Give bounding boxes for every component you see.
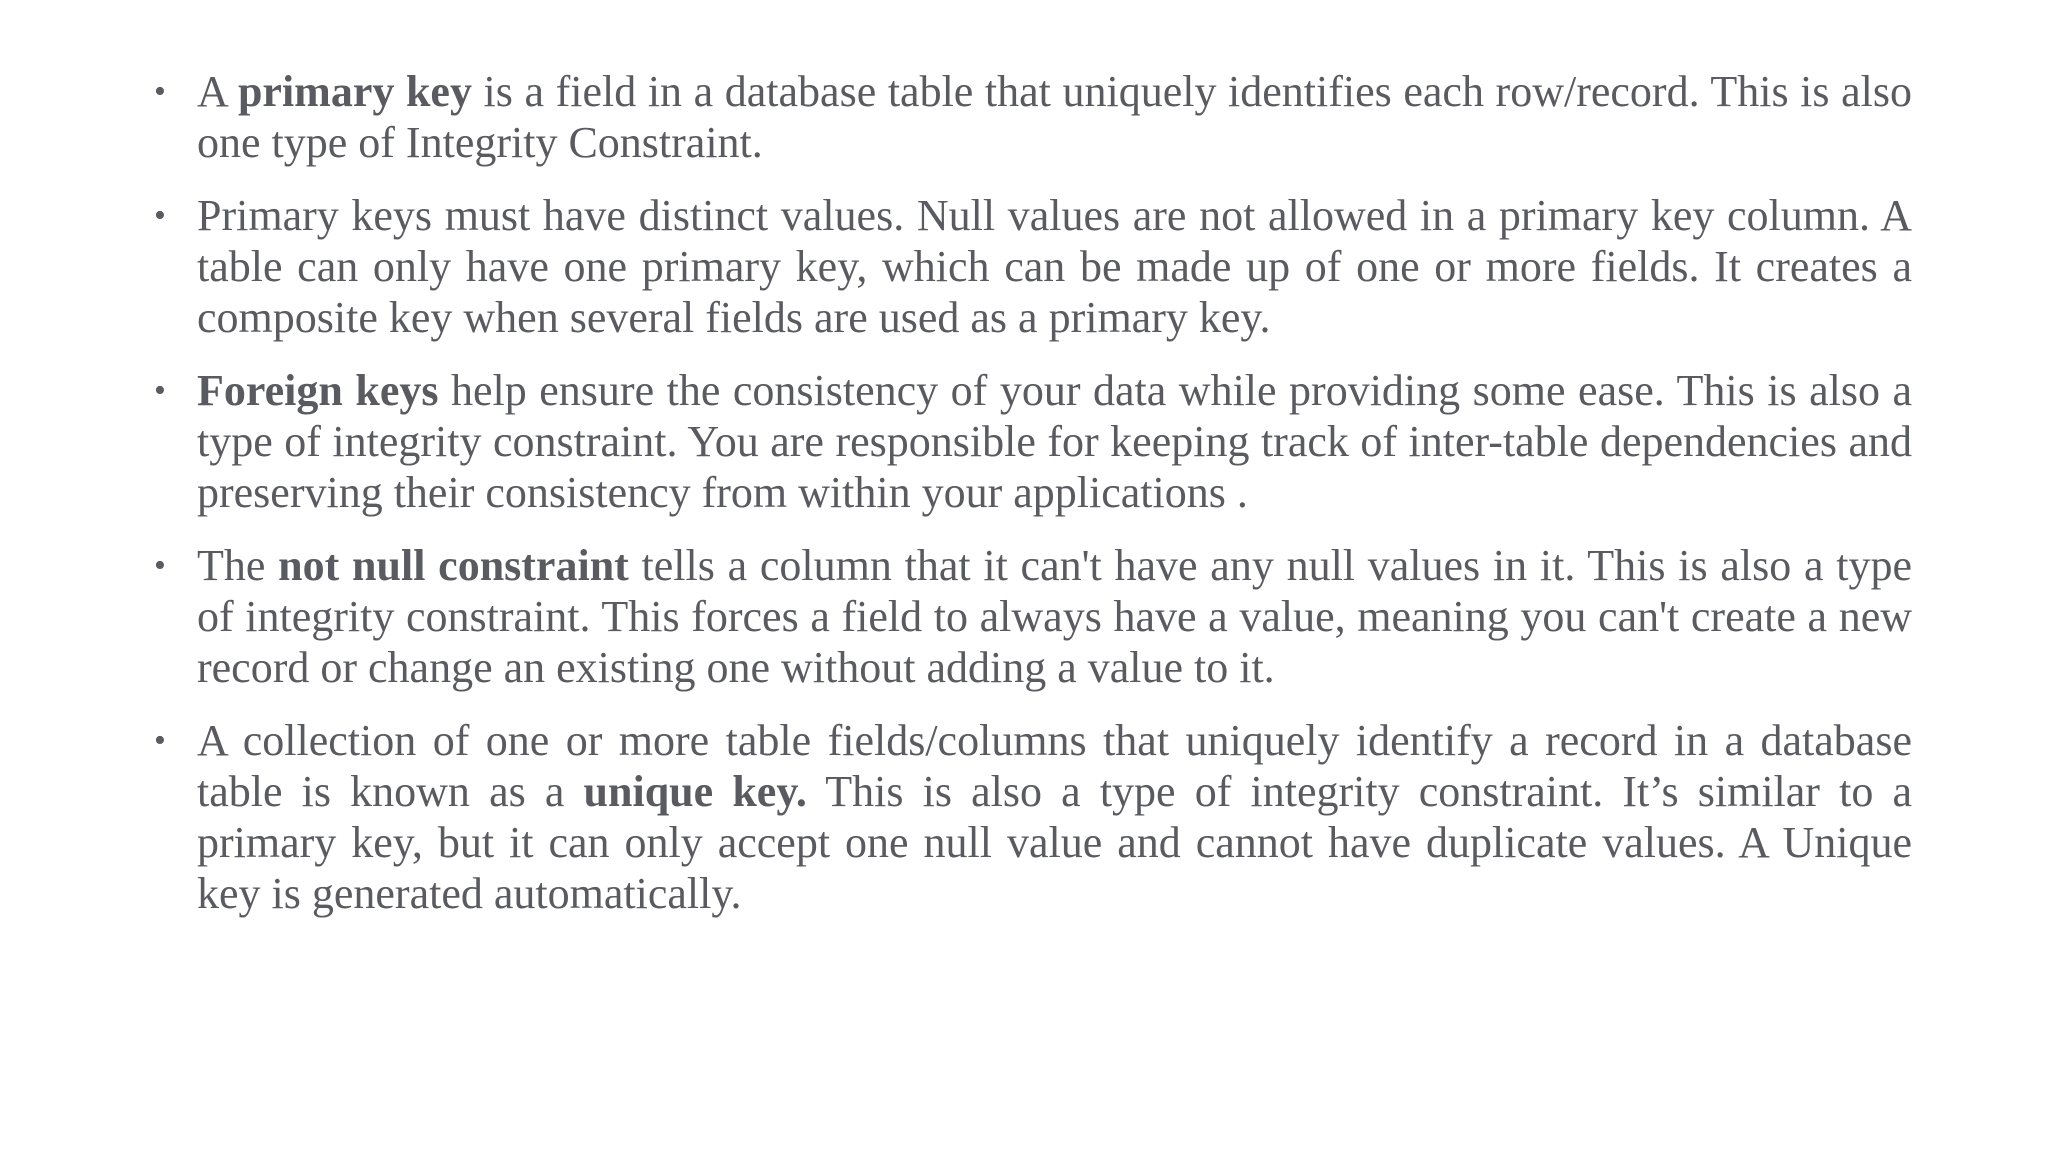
- bullet-bold-term: not null constraint: [278, 541, 629, 590]
- bullet-primary-key-rules: [150, 190, 1912, 343]
- bullet-icon: •: [154, 197, 166, 234]
- bullet-foreign-keys: [150, 365, 1912, 518]
- bullet-text-segment: help ensure the consistency of your data while providing some ease. This is also a type of integrity constraint. You are responsible for keeping track of inter-table dependencies and preserving their consistency from within your applications .: [197, 366, 1912, 517]
- bullet-text-segment: A collection of one or more table fields/columns that uniquely identify a record in a database table is known as a: [197, 716, 1912, 816]
- bullet-icon: •: [154, 372, 166, 409]
- bullet-icon: •: [154, 722, 166, 759]
- bullet-list: [150, 66, 1912, 941]
- bullet-not-null-constraint: [150, 540, 1912, 693]
- bullet-icon: •: [154, 547, 166, 584]
- bullet-unique-key: [150, 715, 1912, 919]
- bullet-bold-term: Foreign keys: [197, 366, 439, 415]
- bullet-text-segment: This is also a type of integrity constraint. It’s similar to a primary key, but it can only accept one null value and cannot have duplicate values. A Unique key is generated automatically.: [197, 767, 1913, 918]
- bullet-text-segment: tells a column that it can't have any null values in it. This is also a type of integrity constraint. This forces a field to always have a value, meaning you can't create a new record or change an existing one without adding a value to it.: [197, 541, 1912, 692]
- bullet-text-segment: is a field in a database table that uniquely identifies each row/record. This is also one type of Integrity Constraint.: [197, 67, 1912, 167]
- bullet-icon: •: [154, 73, 166, 110]
- bullet-text-segment: A: [197, 67, 238, 116]
- bullet-text-segment: The: [197, 541, 279, 590]
- bullet-bold-term: primary key: [237, 67, 472, 116]
- bullet-text-segment: Primary keys must have distinct values. Null values are not allowed in a primary key column. A table can only have one primary key, which can be made up of one or more fields. It creates a composite key when several fields are used as a primary key.: [197, 191, 1912, 342]
- bullet-bold-term: unique key.: [583, 767, 807, 816]
- bullet-primary-key: [150, 66, 1912, 168]
